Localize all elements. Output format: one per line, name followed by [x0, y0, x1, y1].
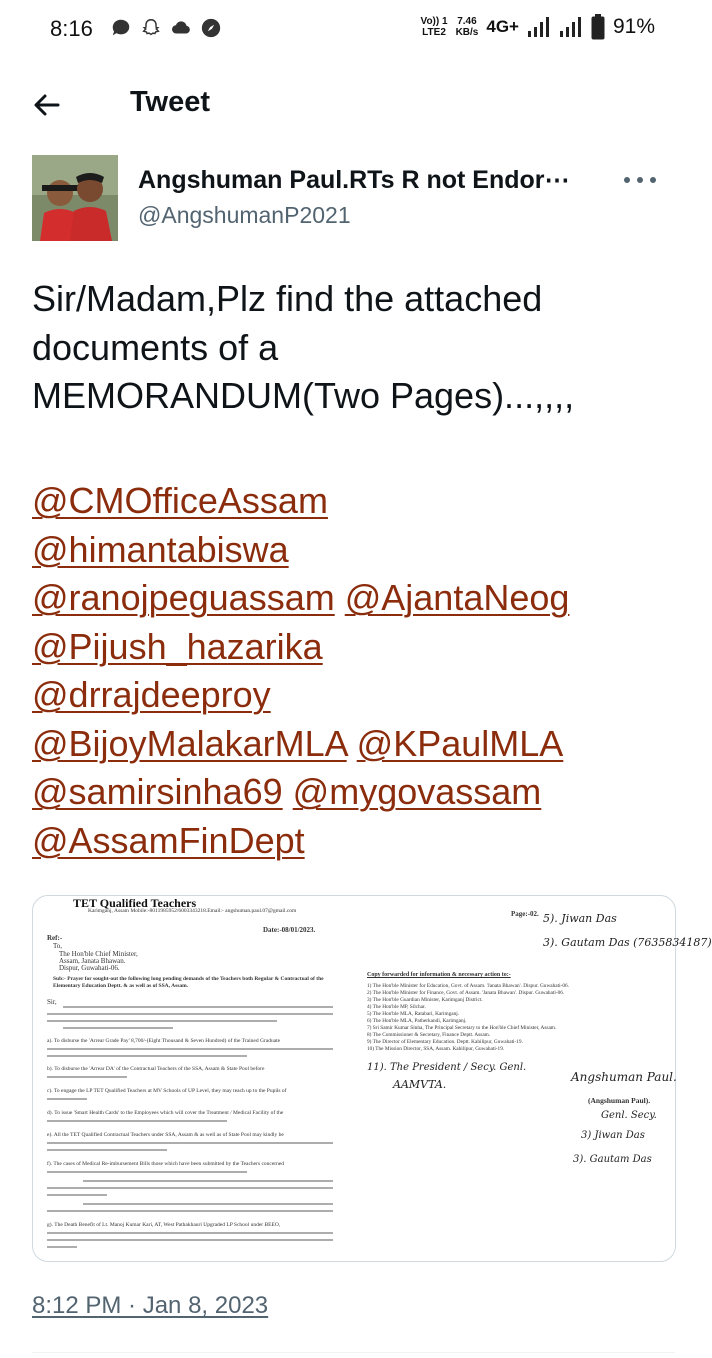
copy-item: 3) The Hon'ble Guardian Minister, Karimganj District.	[367, 997, 483, 1003]
handwritten-note: AAMVTA.	[393, 1078, 447, 1091]
battery-icon	[591, 14, 605, 40]
copy-item: 4) The Hon'ble MP, Silchar.	[367, 1004, 426, 1010]
author-name[interactable]: Angshuman Paul.RTs R not Endor⋯	[138, 166, 570, 194]
divider	[32, 1352, 675, 1353]
handwritten-signature: 3). Gautam Das	[573, 1154, 652, 1165]
copy-item: 1) The Hon'ble Minister for Education, Govt. of Assam. 'Janata Bhawan'. Dispur. Guwahati-06.	[367, 983, 569, 989]
avatar-photo	[32, 155, 118, 241]
copy-item: 2) The Hon'ble Minister for Finance, Govt. of Assam. 'Janata Bhawan'. Dispur. Guwahati-06.	[367, 990, 565, 996]
volte-indicator: Vo)) 1 LTE2	[420, 16, 448, 38]
addressee-line: The Hon'ble Chief Minister,	[59, 950, 138, 958]
mention-line	[32, 574, 682, 623]
copy-item: 6) The Hon'ble MLA, Patherkandi, Karimganj.	[367, 1018, 467, 1024]
back-arrow-icon[interactable]	[30, 88, 64, 122]
demand-item: f). The cases of Medical Re-imbursement Bills those which have been submitted by the Teachers concerned	[47, 1161, 285, 1167]
handwritten-signature: 3) Jiwan Das	[581, 1130, 645, 1141]
compass-icon	[200, 17, 222, 39]
mention-link[interactable]: @ranojpeguassam	[32, 577, 335, 618]
signal-icon-2	[559, 16, 583, 38]
mention-line	[32, 817, 682, 866]
demand-item: a). To disburse the 'Arrear Grade Pay' 8,700/-(Eight Thousand & Seven Hundred) of the Trained Graduate	[47, 1038, 281, 1044]
handwritten-signature: Angshuman Paul.	[571, 1070, 677, 1084]
avatar[interactable]	[32, 155, 118, 241]
handwritten-note: 11). The President / Secy. Genl.	[367, 1062, 527, 1073]
battery-percent: 91%	[612, 15, 655, 38]
author-handle[interactable]: @AngshumanP2021	[138, 202, 351, 228]
letterhead-title: TET Qualified Teachers	[73, 896, 197, 910]
tweet-mentions	[32, 477, 682, 865]
tweet-timestamp[interactable]: 8:12 PM · Jan 8, 2023	[32, 1292, 269, 1319]
handwritten-signature: 3). Gautam Das (7635834187)	[543, 936, 712, 949]
letterhead-contact: Karimganj, Assam Mobile:-8011985952/6003343218.Email:- angshuman.paul.07@gmail.com	[88, 908, 297, 914]
notification-icons	[110, 17, 222, 39]
mention-link[interactable]: @BijoyMalakarMLA	[32, 722, 347, 764]
status-bar	[0, 0, 705, 60]
chat-bubble-icon	[110, 17, 132, 39]
demand-item: e). All the TET Qualified Contractual Teachers under SSA, Assam & as well as of State Pool may kindly be	[47, 1132, 284, 1138]
mention-link[interactable]: @drrajdeeproy	[32, 674, 271, 715]
page-title: Tweet	[130, 86, 211, 118]
mention-link[interactable]: @mygovassam	[292, 771, 542, 812]
page-number: Page:-02.	[511, 910, 539, 918]
copy-item: 7) Sri Samir Kumar Sinha, The Principal Secretary to the Hon'ble Chief Minister, Assam.	[367, 1025, 557, 1031]
mention-line	[32, 526, 682, 575]
tweet-text-line: documents of a	[32, 326, 279, 368]
mention-link[interactable]: @AjantaNeog	[344, 577, 570, 618]
mention-link[interactable]: @CMOfficeAssam	[32, 480, 328, 521]
copy-item: 5) The Hon'ble MLA, Ratabari, Karimganj.	[367, 1011, 460, 1017]
mention-link[interactable]: @Pijush_hazarika	[32, 625, 323, 667]
mention-link[interactable]: @samirsinha69	[32, 771, 283, 812]
mention-link[interactable]: @KPaulMLA	[356, 722, 564, 764]
demand-item: g). The Death Benefit of Lt. Manoj Kumar Kari, AT, West Pathakhauri Upgraded LP School under BEEO,	[47, 1222, 281, 1228]
top-app-bar	[0, 70, 705, 140]
mention-line	[32, 768, 682, 817]
tweet-text-line: MEMORANDUM(Two Pages)...,,,,	[32, 375, 575, 416]
addressee-line: Assam, Janata Bhawan.	[59, 957, 126, 965]
demand-item: d). To issue 'Smart Health Cards' to the Employees which will cover the Treatment / Medical Facility of the	[47, 1110, 284, 1116]
copy-heading: Copy forwarded for information & necessary action to:-	[367, 972, 511, 978]
tweet-text-line: Sir/Madam,Plz find the attached	[32, 278, 543, 319]
attached-document-image[interactable]	[32, 895, 712, 1262]
mention-line	[32, 671, 682, 720]
copy-item: 8) The Commissioner & Secretary, Finance Deptt. Assam.	[367, 1032, 491, 1038]
cloud-icon	[170, 17, 192, 39]
demand-item: b). To disburse the 'Arrear DA' of the Contractual Teachers of the SSA, Assam & State Pool before	[47, 1066, 265, 1072]
copy-item: 10) The Mission Director, SSA, Assam. Kahilipur, Guwahati-19.	[367, 1046, 505, 1052]
mention-line	[32, 623, 682, 672]
addressee-line: Dispur, Guwahati-06.	[59, 964, 120, 972]
status-time: 8:16	[50, 16, 93, 41]
network-speed: 7.46 KB/s	[455, 16, 479, 38]
handwritten-note: Genl. Secy.	[601, 1110, 657, 1121]
letter-to: To,	[53, 942, 63, 950]
mention-line	[32, 477, 682, 526]
more-options-icon[interactable]	[615, 165, 665, 195]
letter-date: Date:-08/01/2023.	[263, 926, 316, 934]
letter-subject: Sub:- Prayer for sought-out the following long pending demands of the Teachers both Regular & Contractual of the Elementary Education Deptt. & as well as of SSA, Assam.	[53, 976, 324, 989]
network-type: 4G+	[486, 17, 519, 36]
signatory-name: (Angshuman Paul).	[588, 1096, 651, 1105]
handwritten-signature: 5). Jiwan Das	[543, 912, 617, 925]
document-page-1	[33, 896, 351, 1261]
mention-link[interactable]: @AssamFinDept	[32, 819, 305, 861]
tweet-text	[32, 275, 682, 421]
copy-item: 9) The Director of Elementary Education. Deptt. Kahilipur, Guwahati-19.	[367, 1039, 523, 1045]
document-page-2	[353, 896, 712, 1261]
mention-line	[32, 720, 682, 769]
letter-salutation: Sir,	[47, 998, 57, 1006]
snapchat-ghost-icon	[140, 17, 162, 39]
mention-link[interactable]: @himantabiswa	[32, 528, 289, 570]
system-indicators	[421, 14, 655, 40]
letter-ref: Ref:-	[47, 934, 63, 942]
signal-icon	[527, 16, 551, 38]
demand-item: c). To engage the LP TET Qualified Teachers at MV Schools of UP Level, they may teach up to the Pupils of	[47, 1088, 287, 1094]
